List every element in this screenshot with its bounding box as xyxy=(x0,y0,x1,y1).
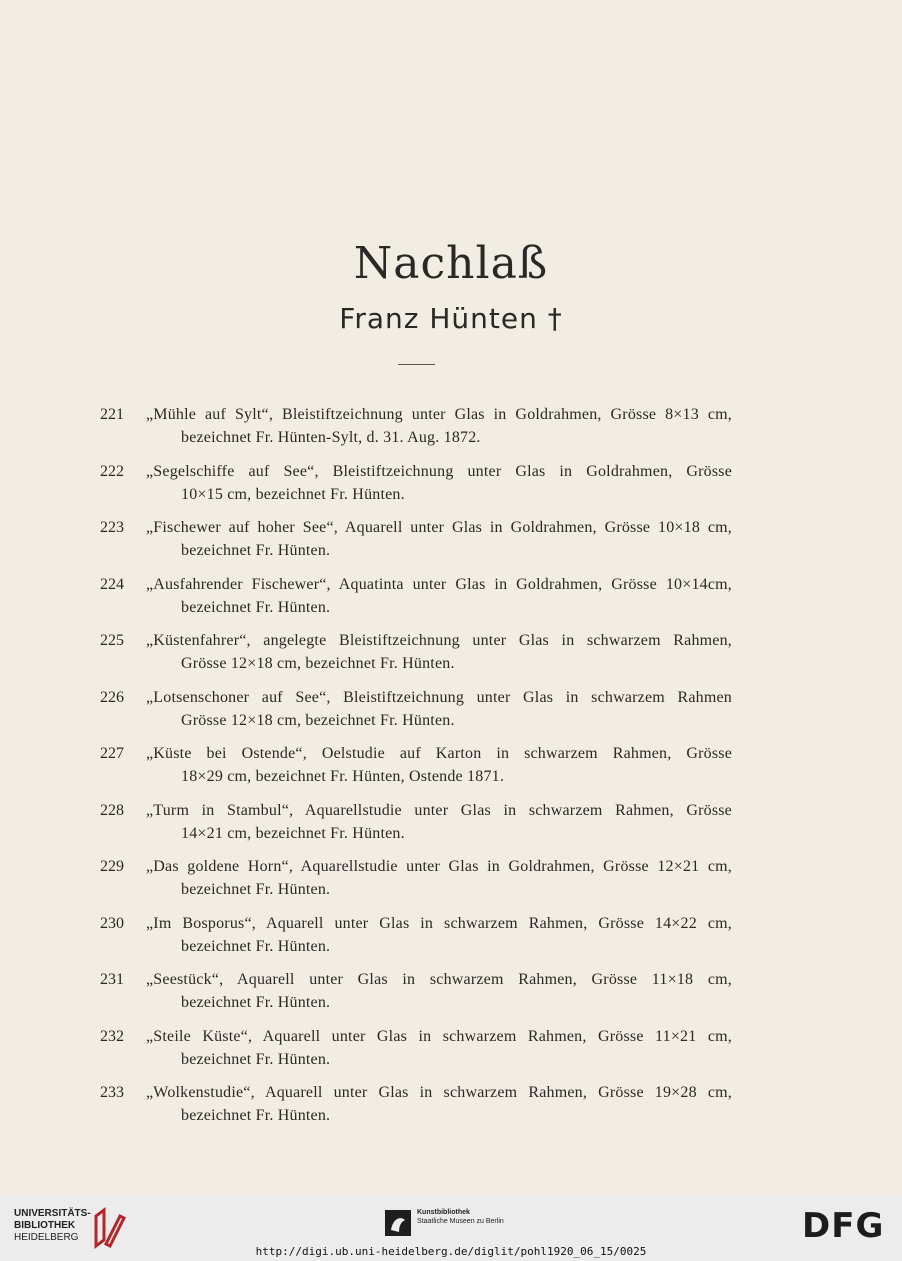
ub-logo-line-3: HEIDELBERG xyxy=(14,1232,79,1243)
entry-line-1: „Lotsenschoner auf See“, Bleistiftzeichnung unter Glas in schwarzem Rahmen xyxy=(146,689,732,706)
entry-line-2: 10×15 cm, bezeichnet Fr. Hünten. xyxy=(181,486,405,503)
entry-line-2: Grösse 12×18 cm, bezeichnet Fr. Hünten. xyxy=(181,712,455,729)
entry-line-1: „Küste bei Ostende“, Oelstudie auf Karton in schwarzem Rahmen, Grösse xyxy=(146,745,732,762)
entry-number: 222 xyxy=(100,463,124,480)
kunstbibliothek-emblem-icon xyxy=(385,1210,411,1236)
kb-line-1: Kunstbibliothek xyxy=(417,1209,470,1216)
entry-line-2: bezeichnet Fr. Hünten. xyxy=(181,1107,331,1124)
catalog-entry xyxy=(0,517,902,567)
catalog-entry xyxy=(0,404,902,454)
entry-line-2: 14×21 cm, bezeichnet Fr. Hünten. xyxy=(181,825,405,842)
entry-number: 221 xyxy=(100,406,124,423)
entry-line-1: „Wolkenstudie“, Aquarell unter Glas in schwarzem Rahmen, Grösse 19×28 cm, xyxy=(146,1084,732,1101)
entry-number: 225 xyxy=(100,632,124,649)
entry-number: 228 xyxy=(100,802,124,819)
entry-number: 227 xyxy=(100,745,124,762)
catalog-entry xyxy=(0,856,902,906)
ub-heidelberg-logo[interactable] xyxy=(14,1208,91,1244)
entry-line-1: „Segelschiffe auf See“, Bleistiftzeichnung unter Glas in Goldrahmen, Grösse xyxy=(146,463,732,480)
kunstbibliothek-logo[interactable] xyxy=(417,1208,504,1226)
entry-line-1: „Mühle auf Sylt“, Bleistiftzeichnung unter Glas in Goldrahmen, Grösse 8×13 cm, xyxy=(146,406,732,423)
entry-line-1: „Steile Küste“, Aquarell unter Glas in schwarzem Rahmen, Grösse 11×21 cm, xyxy=(146,1028,732,1045)
ub-logo-line-1: UNIVERSITÄTS- xyxy=(14,1208,91,1219)
catalog-entry xyxy=(0,687,902,737)
catalog-entry xyxy=(0,743,902,793)
entry-number: 231 xyxy=(100,971,124,988)
entry-line-2: bezeichnet Fr. Hünten. xyxy=(181,542,331,559)
catalog-entry xyxy=(0,1082,902,1132)
ub-logo-line-2: BIBLIOTHEK xyxy=(14,1220,76,1231)
entry-number: 232 xyxy=(100,1028,124,1045)
digitization-footer xyxy=(0,1196,902,1261)
catalog-entry xyxy=(0,1026,902,1076)
entry-line-1: „Das goldene Horn“, Aquarellstudie unter Glas in Goldrahmen, Grösse 12×21 cm, xyxy=(146,858,732,875)
entry-number: 226 xyxy=(100,689,124,706)
entry-number: 233 xyxy=(100,1084,124,1101)
entry-number: 230 xyxy=(100,915,124,932)
dfg-logo[interactable]: DFG xyxy=(802,1206,885,1246)
entry-line-2: bezeichnet Fr. Hünten. xyxy=(181,599,331,616)
permalink-url[interactable]: http://digi.ub.uni-heidelberg.de/diglit/pohl1920_06_15/0025 xyxy=(255,1245,647,1258)
catalog-entry xyxy=(0,800,902,850)
entry-number: 229 xyxy=(100,858,124,875)
catalog-entry xyxy=(0,969,902,1019)
entry-line-2: bezeichnet Fr. Hünten. xyxy=(181,938,331,955)
entry-line-2: bezeichnet Fr. Hünten. xyxy=(181,1051,331,1068)
catalog-entry xyxy=(0,913,902,963)
entry-line-2: bezeichnet Fr. Hünten. xyxy=(181,881,331,898)
entry-line-1: „Fischewer auf hoher See“, Aquarell unter Glas in Goldrahmen, Grösse 10×18 cm, xyxy=(146,519,732,536)
entry-line-1: „Seestück“, Aquarell unter Glas in schwarzem Rahmen, Grösse 11×18 cm, xyxy=(146,971,732,988)
catalog-entry xyxy=(0,630,902,680)
entry-line-1: „Turm in Stambul“, Aquarellstudie unter Glas in schwarzem Rahmen, Grösse xyxy=(146,802,732,819)
page-title: Nachlaß xyxy=(353,238,549,289)
entry-line-1: „Küstenfahrer“, angelegte Bleistiftzeichnung unter Glas in schwarzem Rahmen, xyxy=(146,632,732,649)
entry-line-2: bezeichnet Fr. Hünten-Sylt, d. 31. Aug. 1872. xyxy=(181,429,481,446)
catalog-entry xyxy=(0,461,902,511)
entry-number: 224 xyxy=(100,576,124,593)
title-divider xyxy=(398,364,435,365)
entry-line-2: bezeichnet Fr. Hünten. xyxy=(181,994,331,1011)
ub-emblem-icon xyxy=(92,1206,126,1250)
entry-line-1: „Im Bosporus“, Aquarell unter Glas in schwarzem Rahmen, Grösse 14×22 cm, xyxy=(146,915,732,932)
page-subtitle: Franz Hünten † xyxy=(339,302,563,335)
entry-line-2: Grösse 12×18 cm, bezeichnet Fr. Hünten. xyxy=(181,655,455,672)
kb-line-2: Staatliche Museen zu Berlin xyxy=(417,1218,504,1225)
entry-line-1: „Ausfahrender Fischewer“, Aquatinta unter Glas in Goldrahmen, Grösse 10×14cm, xyxy=(146,576,732,593)
catalog-entry xyxy=(0,574,902,624)
entry-number: 223 xyxy=(100,519,124,536)
entry-line-2: 18×29 cm, bezeichnet Fr. Hünten, Ostende 1871. xyxy=(181,768,505,785)
